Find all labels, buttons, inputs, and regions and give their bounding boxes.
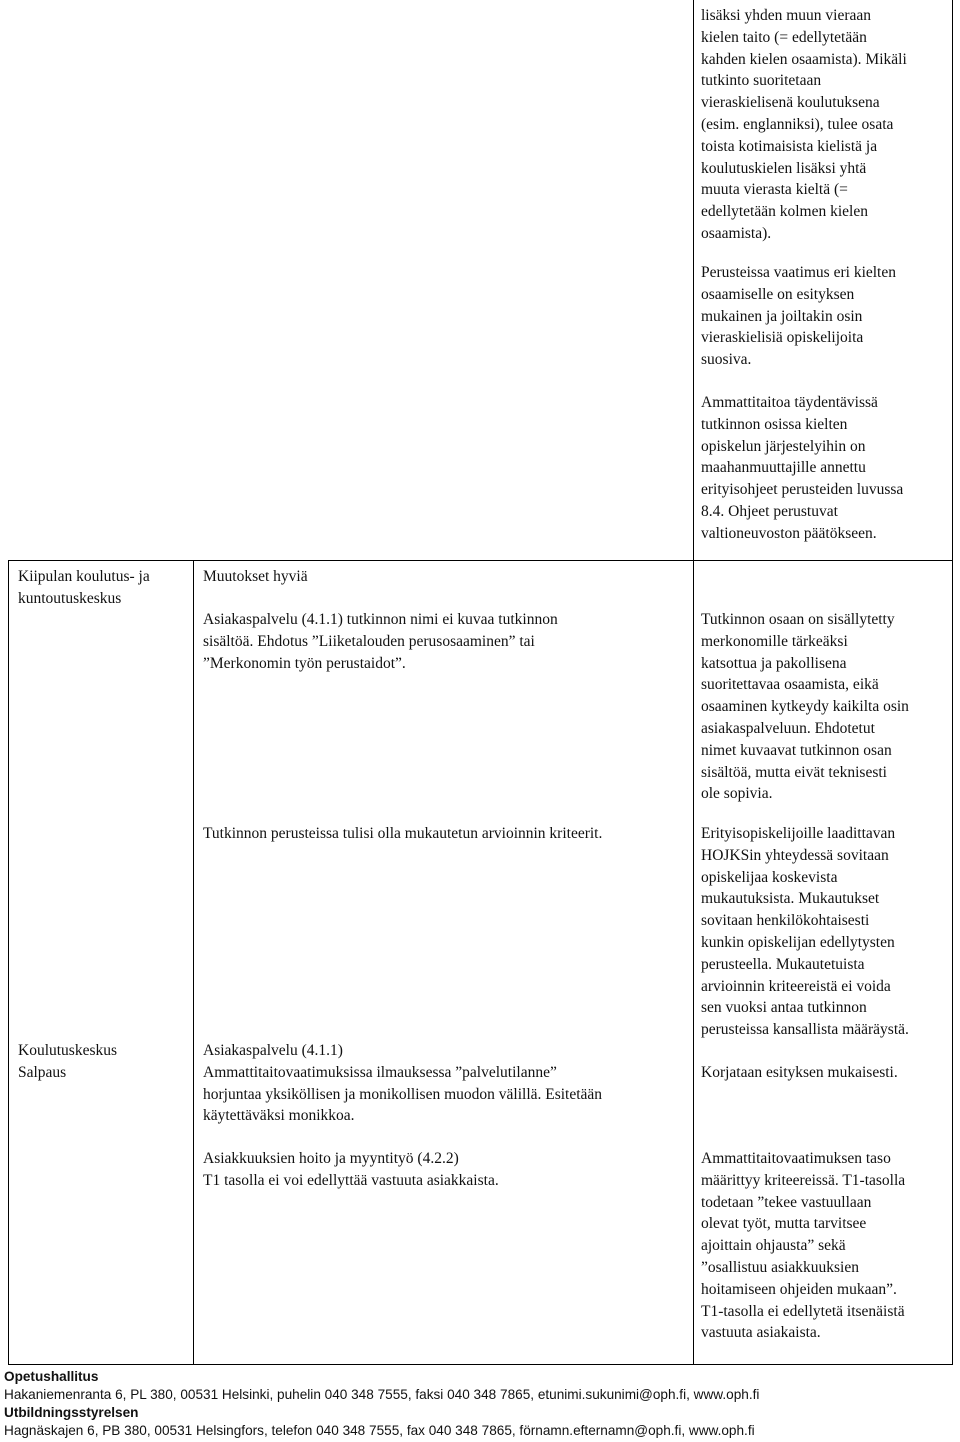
column-divider-2 bbox=[693, 0, 694, 1365]
comment-changes-good: Muutokset hyviä bbox=[203, 568, 308, 585]
response-fix-as-proposed: Korjataan esityksen mukaisesti. bbox=[701, 1064, 898, 1081]
comment-adapted-assessment: Tutkinnon perusteissa tulisi olla mukautetun arvioinnin kriteerit. bbox=[203, 825, 603, 842]
org-name-salpaus: Koulutuskeskus Salpaus bbox=[18, 1042, 118, 1081]
footer-org-fi: Opetushallitus bbox=[4, 1369, 99, 1384]
row-divider-bottom bbox=[8, 1364, 953, 1365]
footer-address-sv: Hagnäskajen 6, PB 380, 00531 Helsingfors, telefon 040 348 7555, fax 040 348 7865, förnamn.efternamn@oph.fi, www.oph.fi bbox=[4, 1423, 755, 1438]
table-border-right bbox=[952, 0, 953, 1365]
comment-service-situation-plural: Asiakaspalvelu (4.1.1) Ammattitaitovaatimuksissa ilmauksessa ”palvelutilanne” horjuntaa yksiköllisen ja monikollisen muodon välillä. Esitetään käytettäväksi monikkoa. bbox=[203, 1042, 603, 1125]
comment-customer-relations-t1: Asiakkuuksien hoito ja myyntityö (4.2.2) T1 tasolla ei voi edellyttää vastuuta asiakkaista. bbox=[203, 1150, 499, 1189]
org-name-kiipula: Kiipulan koulutus- ja kuntoutuskeskus bbox=[18, 568, 150, 607]
table-border-left bbox=[8, 560, 9, 1365]
response-customer-service-name: Tutkinnon osaan on sisällytetty merkonomille tärkeäksi katsottua ja pakollisena suoritettavaa osaamista, eikä osaaminen kytkeydy kaikilta osin asiakaspalveluun. Ehdotetut nimet kuvaavat tutkinnon osan sisältöä, mutta eivät teknisesti ole sopivia. bbox=[701, 611, 909, 803]
row-divider-top bbox=[8, 560, 953, 561]
response-text-language-requirement: Perusteissa vaatimus eri kielten osaamiselle on esityksen mukainen ja joiltakin osin vieraskielisiä opiskelijoita suosiva. bbox=[701, 264, 896, 369]
footer-org-sv: Utbildningsstyrelsen bbox=[4, 1405, 139, 1420]
response-t1-level: Ammattitaitovaatimuksen taso määrittyy kriteereissä. T1-tasolla todetaan ”tekee vastuullaan olevat työt, mutta tarvitsee ajoittain ohjausta” sekä ”osallistuu asiakkuuksien hoitamiseen ohjeiden mukaan”. T1-tasolla ei edellytetä itsenäistä vastuuta asiakaista. bbox=[701, 1150, 906, 1342]
footer-address-fi: Hakaniemenranta 6, PL 380, 00531 Helsinki, puhelin 040 348 7555, faksi 040 348 7865, etunimi.sukunimi@oph.fi, www.oph.fi bbox=[4, 1387, 760, 1402]
response-adapted-assessment: Erityisopiskelijoille laadittavan HOJKSin yhteydessä sovitaan opiskelijaa koskevista mukautuksista. Mukautukset sovitaan henkilökohtaisesti kunkin opiskelijan edellytysten perusteella. Mukautetuista arvioinnin kriteereistä ei voida sen vuoksi antaa tutkinnon perusteissa kansallista määräystä. bbox=[701, 825, 909, 1039]
column-divider-1 bbox=[193, 560, 194, 1365]
response-text-immigrant-instructions: Ammattitaitoa täydentävissä tutkinnon osissa kielten opiskelun järjestelyihin on maahanmuuttajille annettu erityisohjeet perusteiden luvussa 8.4. Ohjeet perustuvat valtioneuvoston päätökseen. bbox=[701, 394, 904, 542]
response-text-language-skills: lisäksi yhden muun vieraan kielen taito (= edellytetään kahden kielen osaamista). Mikäli tutkinto suoritetaan vieraskielisenä koulutuksena (esim. englanniksi), tulee osata toista kotimaisista kielistä ja koulutuskielen lisäksi yhtä muuta vierasta kieltä (= edellytetään kolmen kielen osaamista). bbox=[701, 7, 907, 242]
comment-customer-service-name: Asiakaspalvelu (4.1.1) tutkinnon nimi ei kuvaa tutkinnon sisältöä. Ehdotus ”Liiketalouden perusosaaminen” tai ”Merkonomin työn perustaidot”. bbox=[203, 611, 558, 672]
